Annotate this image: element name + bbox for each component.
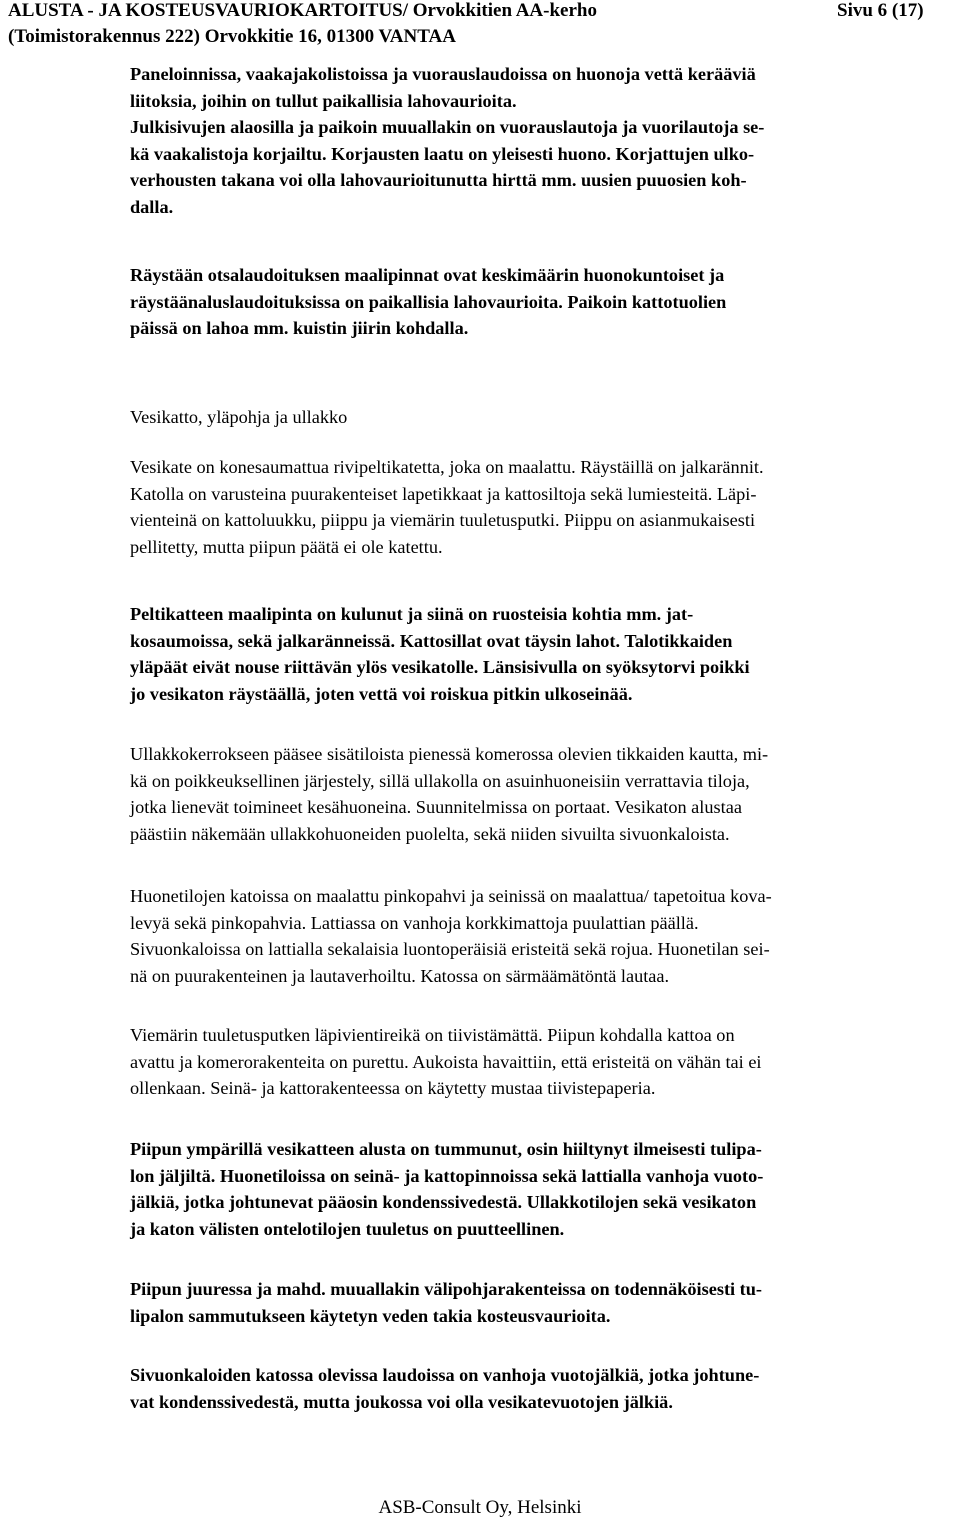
text-line: jotka lienevät toimineet kesähuoneina. Suunnitelmissa on portaat. Vesikaton alustaa <box>130 797 742 818</box>
text-line: liitoksia, joihin on tullut paikallisia lahovaurioita. <box>130 90 517 111</box>
text-line: ja katon välisten ontelotilojen tuuletus on puutteellinen. <box>130 1218 565 1239</box>
text-line: Piipun juuressa ja mahd. muuallakin välipohjarakenteissa on todennäköisesti tu- <box>130 1279 763 1299</box>
paragraph-paneling <box>130 61 930 221</box>
text-line: Julkisivujen alaosilla ja paikoin muuallakin on vuorauslautoja ja vuorilautoja se- <box>130 117 765 138</box>
paragraph-attic-access <box>130 741 930 847</box>
text-line: Sivuonkaloiden katossa olevissa laudoissa on vanhoja vuotojälkiä, jotka johtune- <box>130 1365 760 1385</box>
text-line: kosaumoissa, sekä jalkaränneissä. Kattosillat ovat täysin lahot. Talotikkaiden <box>130 630 733 651</box>
text-line: vienteinä on kattoluukku, piippu ja viemärin tuuletusputki. Piippu on asianmukaisesti <box>130 510 756 531</box>
text-line: nä on puurakenteinen ja lautaverhoiltu. Katossa on särmäämätöntä lautaa. <box>130 965 670 986</box>
text-line: levyä sekä pinkopahvia. Lattiassa on vanhoja korkkimattoja puulattian päällä. <box>130 912 699 933</box>
paragraph-chimney <box>130 1136 930 1242</box>
text-line: Huonetilojen katoissa on maalattu pinkopahvi ja seinissä on maalattua/ tapetoitua kova- <box>130 886 772 906</box>
paragraph-roof-covering <box>130 454 930 560</box>
text-line: Peltikatteen maalipinta on kulunut ja siinä on ruosteisia kohtia mm. jat- <box>130 604 694 624</box>
text-line: päissä on lahoa mm. kuistin jiirin kohdalla. <box>130 318 469 339</box>
text-line: Vesikate on konesaumattua rivipeltikatetta, joka on maalattu. Räystäillä on jalkarännit. <box>130 457 764 477</box>
text-line: päästiin näkemään ullakkohuoneiden puolelta, sekä niiden sivuilta sivuonkaloista. <box>130 823 730 844</box>
page-number: Sivu 6 (17) <box>837 0 924 21</box>
text-line: räystäänaluslaudoituksissa on paikallisia lahovaurioita. Paikoin kattotuolien <box>130 291 727 312</box>
paragraph-side-cavities <box>130 1362 930 1415</box>
text-line: lipalon sammutukseen käytetyn veden takia kosteusvaurioita. <box>130 1305 611 1326</box>
text-line: kä on poikkeuksellinen järjestely, sillä ullakolla on asuinhuoneisiin verrattavia tiloja, <box>130 770 750 791</box>
text-line: ollenkaan. Seinä- ja kattorakenteessa on käytetty mustaa tiivistepaperia. <box>130 1078 656 1099</box>
document-title: ALUSTA - JA KOSTEUSVAURIOKARTOITUS/ Orvokkitien AA-kerho <box>8 0 597 21</box>
paragraph-roof-condition <box>130 601 930 707</box>
text-line: Paneloinnissa, vaakajakolistoissa ja vuorauslaudoissa on huonoja vettä kerääviä <box>130 64 756 84</box>
text-line: jälkiä, jotka johtunevat pääosin kondenssivedestä. Ullakkotilojen sekä vesikaton <box>130 1192 757 1213</box>
text-line: pellitetty, mutta piipun päätä ei ole katettu. <box>130 536 443 557</box>
text-line: verhousten takana voi olla lahovaurioitunutta hirttä mm. uusien puuosien koh- <box>130 170 747 191</box>
text-line: dalla. <box>130 196 174 217</box>
text-line: lon jäljiltä. Huonetiloissa on seinä- ja kattopinnoissa sekä lattialla vanhoja vuoto- <box>130 1165 764 1186</box>
section-heading <box>130 404 930 431</box>
paragraph-rooms <box>130 883 930 989</box>
paragraph-vent-pipe <box>130 1022 930 1102</box>
text-line: Katolla on varusteina puurakenteiset lapetikkaat ja kattosiltoja sekä lumiesteitä. Läpi- <box>130 483 757 504</box>
text-line: jo vesikaton räystäällä, joten vettä voi roiskua pitkin ulkoseinää. <box>130 683 633 704</box>
text-line: Piipun ympärillä vesikatteen alusta on tummunut, osin hiiltynyt ilmeisesti tulipa- <box>130 1139 762 1159</box>
text-line: yläpäät eivät nouse riittävän ylös vesikatolle. Länsisivulla on syöksytorvi poikki <box>130 657 750 678</box>
text-line: avattu ja komerorakenteita on purettu. Aukoista havaittiin, että eristeitä on vähän tai ei <box>130 1051 762 1072</box>
text-line: Sivuonkaloissa on lattialla sekalaisia luontoperäisiä eristeitä sekä rojua. Huonetilan sei- <box>130 939 770 960</box>
text-line: kä vaakalistoja korjailtu. Korjausten laatu on yleisesti huono. Korjattujen ulko- <box>130 143 755 164</box>
text-line: Räystään otsalaudoituksen maalipinnat ovat keskimäärin huonokuntoiset ja <box>130 265 725 285</box>
paragraph-eaves <box>130 262 930 342</box>
section-heading-text: Vesikatto, yläpohja ja ullakko <box>130 407 348 427</box>
text-line: Viemärin tuuletusputken läpivientireikä on tiivistämättä. Piipun kohdalla kattoa on <box>130 1025 735 1045</box>
page-footer: ASB-Consult Oy, Helsinki <box>378 1497 582 1518</box>
text-line: Ullakkokerrokseen pääsee sisätiloista pienessä komerossa olevien tikkaiden kautta, mi- <box>130 744 769 764</box>
text-line: vat kondenssivedestä, mutta joukossa voi olla vesikatevuotojen jälkiä. <box>130 1391 673 1412</box>
building-address: (Toimistorakennus 222) Orvokkitie 16, 01300 VANTAA <box>8 26 456 47</box>
paragraph-chimney-base <box>130 1276 930 1329</box>
